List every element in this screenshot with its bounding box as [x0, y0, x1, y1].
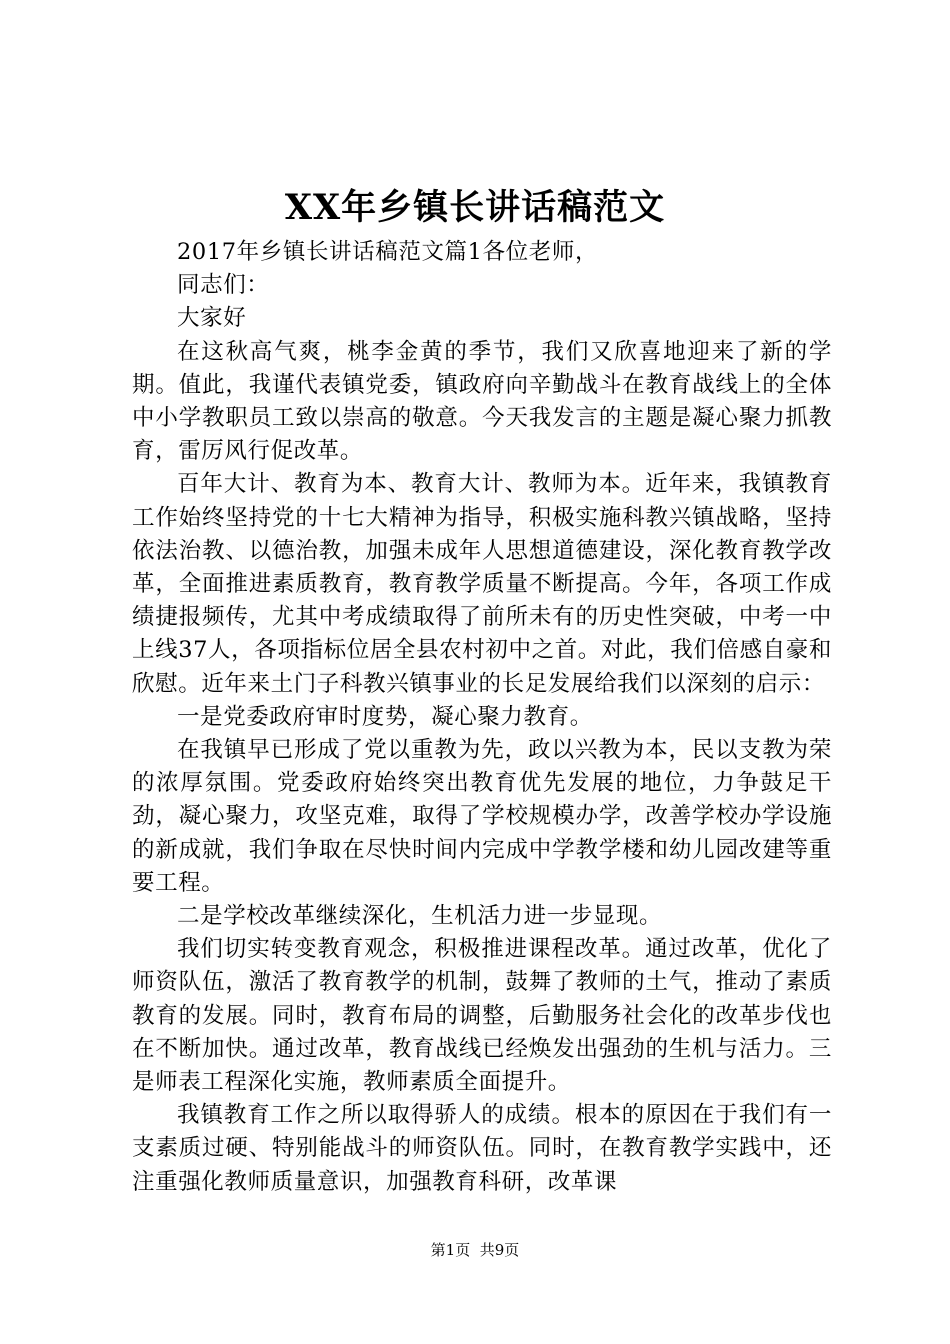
- paragraph: 我镇教育工作之所以取得骄人的成绩。根本的原因在于我们有一支素质过硬、特别能战斗的师资队伍。同时，在教育教学实践中，还注重强化教师质量意识，加强教育科研，改革课: [132, 1102, 832, 1195]
- paragraph: 同志们：: [177, 272, 270, 299]
- page-number: 第1页: [430, 1241, 471, 1259]
- paragraph: 二是学校改革继续深化，生机活力进一步显现。: [177, 903, 663, 930]
- paragraph: 我们切实转变教育观念，积极推进课程改革。通过改革，优化了师资队伍，激活了教育教学的机制，鼓舞了教师的土气，推动了素质教育的发展。同时，教育布局的调整，后勤服务社会化的改革步伐也在不断加快。通过改革，教育战线已经焕发出强劲的生机与活力。三是师表工程深化实施，教师素质全面提升。: [132, 936, 832, 1096]
- paragraph: 大家好: [177, 305, 247, 332]
- paragraph: 2017年乡镇长讲话稿范文篇1各位老师，: [177, 239, 599, 265]
- document-title: XX年乡镇长讲话稿范文: [284, 187, 666, 228]
- page-total: 共9页: [479, 1241, 520, 1259]
- paragraph: 在我镇早已形成了党以重教为先，政以兴教为本，民以支教为荣的浓厚氛围。党委政府始终突出教育优先发展的地位，力争鼓足干劲，凝心聚力，攻坚克难，取得了学校规模办学，改善学校办学设施的新成就，我们争取在尽快时间内完成中学教学楼和幼儿园改建等重要工程。: [132, 737, 832, 896]
- paragraph: 一是党委政府审时度势，凝心聚力教育。: [177, 703, 593, 730]
- paragraph: 在这秋高气爽，桃李金黄的季节，我们又欣喜地迎来了新的学期。值此，我谨代表镇党委，镇政府向辛勤战斗在教育战线上的全体中小学教职员工致以崇高的敬意。今天我发言的主题是凝心聚力抓教育，雷厉风行促改革。: [132, 338, 832, 465]
- paragraph: 百年大计、教育为本、教育大计、教师为本。近年来，我镇教育工作始终坚持党的十七大精神为指导，积极实施科教兴镇战略，坚持依法治教、以德治教，加强未成年人思想道德建设，深化教育教学改革，全面推进素质教育，教育教学质量不断提高。今年，各项工作成绩捷报频传，尤其中考成绩取得了前所未有的历史性突破，中考一中上线37人，各项指标位居全县农村初中之首。对此，我们倍感自豪和欣慰。近年来土门子科教兴镇事业的长足发展给我们以深刻的启示：: [132, 471, 832, 697]
- document-body: [132, 236, 832, 1199]
- page-footer: [0, 1240, 950, 1260]
